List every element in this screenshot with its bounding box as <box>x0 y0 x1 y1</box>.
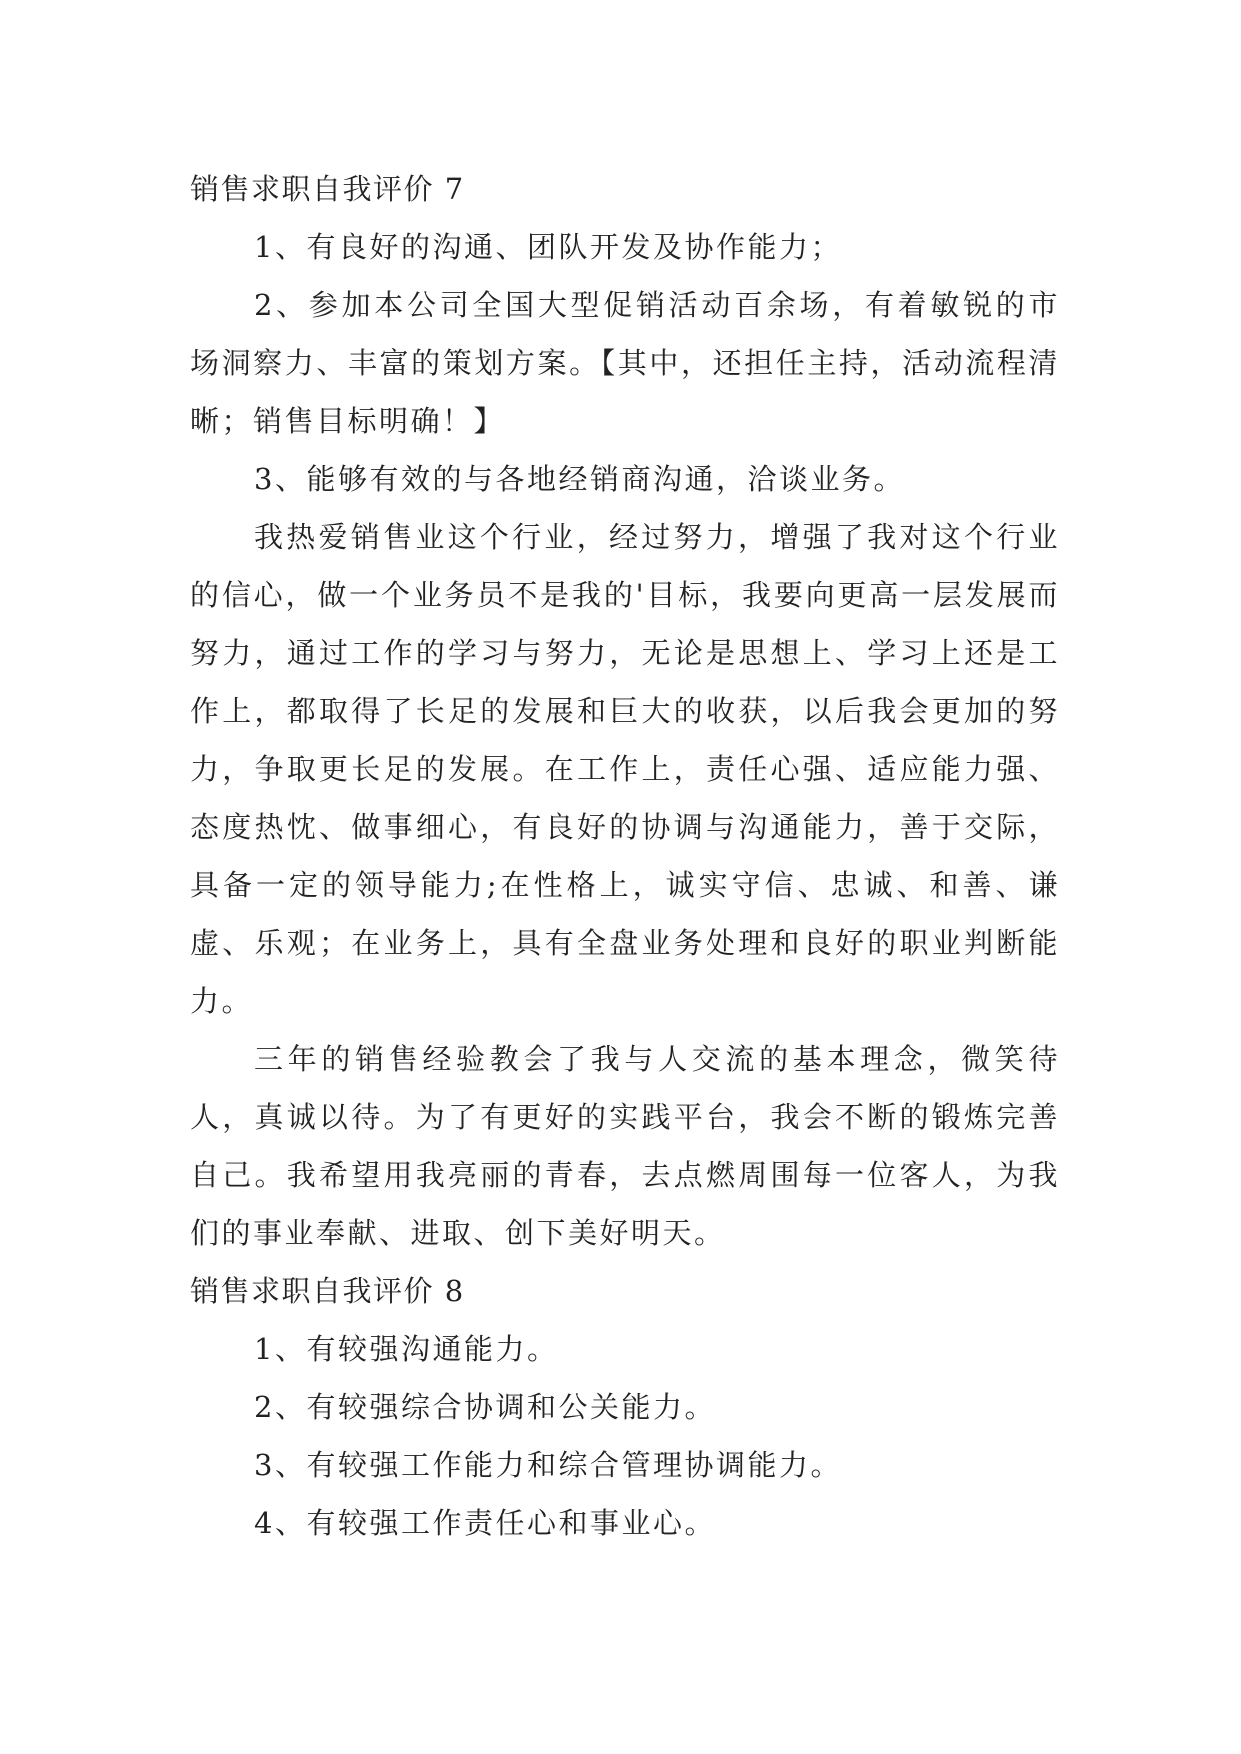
list-item-3: 3、有较强工作能力和综合管理协调能力。 <box>254 1448 842 1482</box>
section-heading: 销售求职自我评价 8 <box>190 1274 465 1308</box>
section-heading: 销售求职自我评价 7 <box>190 172 465 206</box>
list-item-2: 2、参加本公司全国大型促销活动百余场，有着敏锐的市场洞察力、丰富的策划方案。【其中，还担任主持，活动流程清晰；销售目标明确！】 <box>190 288 1060 438</box>
section-self-evaluation-8 <box>190 1262 1060 1552</box>
body-paragraph: 三年的销售经验教会了我与人交流的基本理念，微笑待人，真诚以待。为了有更好的实践平台，我会不断的锻炼完善自己。我希望用我亮丽的青春，去点燃周围每一位客人，为我们的事业奉献、进取、创下美好明天。 <box>190 1042 1060 1250</box>
list-item-1: 1、有较强沟通能力。 <box>254 1332 559 1366</box>
list-item-4: 4、有较强工作责任心和事业心。 <box>254 1506 716 1540</box>
document-body <box>190 160 1060 1552</box>
list-item-2: 2、有较强综合协调和公关能力。 <box>254 1390 716 1424</box>
body-paragraph: 我热爱销售业这个行业，经过努力，增强了我对这个行业的信心，做一个业务员不是我的'目标，我要向更高一层发展而努力，通过工作的学习与努力，无论是思想上、学习上还是工作上，都取得了长足的发展和巨大的收获，以后我会更加的努力，争取更长足的发展。在工作上，责任心强、适应能力强、态度热忱、做事细心，有良好的协调与沟通能力，善于交际，具备一定的领导能力;在性格上，诚实守信、忠诚、和善、谦虚、乐观；在业务上，具有全盘业务处理和良好的职业判断能力。 <box>190 520 1060 1018</box>
section-self-evaluation-7 <box>190 160 1060 1262</box>
list-item-1: 1、有良好的沟通、团队开发及协作能力； <box>254 230 842 264</box>
list-item-3: 3、能够有效的与各地经销商沟通，洽谈业务。 <box>254 462 905 496</box>
